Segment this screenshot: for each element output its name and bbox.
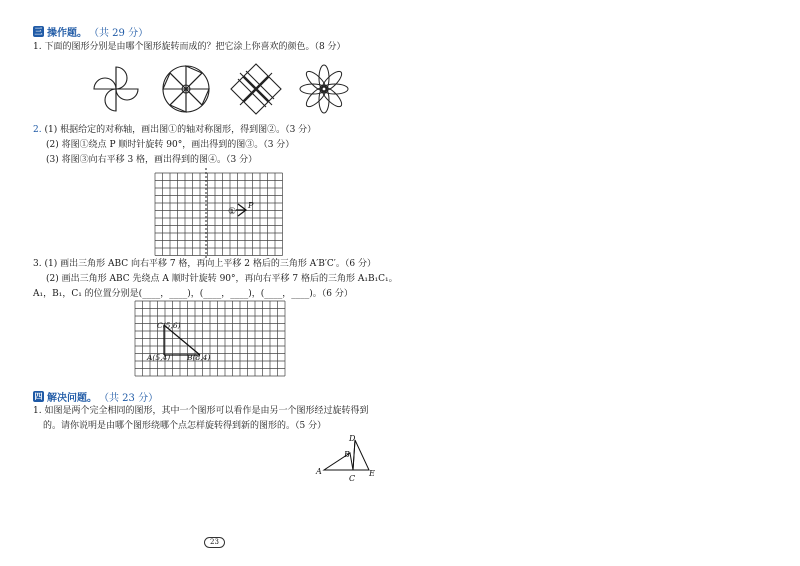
diamond-cross-figure [231, 64, 281, 114]
section-title: 解决问题。 [47, 393, 97, 404]
question-3-part-1: (1) 画出三角形 ABC 向右平移 7 格，再向上平移 2 格后的三角形 A′B′C′。（6 分） [44, 259, 376, 269]
section-score: （共 23 分） [99, 393, 159, 404]
section-badge: 三 [34, 26, 43, 36]
question-4 [33, 405, 368, 433]
point-b-label: B(8,4) [187, 353, 211, 362]
question-2-part-2: (2) 将图①绕点 P 顺时针旋转 90°，画出得到的图③。（3 分） [46, 140, 295, 150]
grid-lines [155, 173, 283, 256]
question-2-part-3: (3) 将图③向右平移 3 格，画出得到的图④。（3 分） [46, 155, 258, 165]
question-2-part-1: (1) 根据给定的对称轴，画出图①的轴对称图形，得到图②。（3 分） [44, 125, 317, 135]
point-e-label: E [369, 469, 375, 478]
point-c-label: C(5,6) [157, 321, 181, 330]
rotation-figures [80, 62, 380, 120]
point-p-label: P [248, 201, 254, 210]
grid-lines [135, 301, 285, 376]
section-heading-problem-solving [33, 389, 158, 404]
section-heading-operation [33, 24, 148, 39]
point-a-label: A(5,4) [147, 353, 171, 362]
question-4-line-2: 的。请你说明是由哪个图形绕哪个点怎样旋转得到新的图形的。（5 分） [43, 421, 327, 431]
question-number: 1. [33, 406, 42, 416]
question-1 [33, 41, 346, 54]
flower-figure [300, 65, 348, 113]
point-b-label: B [344, 450, 350, 459]
point-c-label: C [349, 474, 356, 483]
section-score: （共 29 分） [89, 28, 149, 39]
point-a-label: A [316, 467, 322, 476]
rotated-triangles-figure [312, 430, 382, 488]
point-d-label: D [349, 434, 356, 443]
question-3-grid [133, 300, 293, 382]
question-number: 1. [33, 42, 42, 52]
question-4-line-1: 如图是两个完全相同的图形，其中一个图形可以看作是由另一个图形经过旋转得到 [44, 406, 369, 416]
question-3 [33, 258, 398, 301]
triangle-cde [353, 440, 369, 470]
question-2-grid [154, 168, 286, 260]
pinwheel-figure [94, 67, 138, 111]
spoked-circle-figure [163, 66, 209, 112]
question-text: 下面的图形分别是由哪个图形旋转而成的？把它涂上你喜欢的颜色。（8 分） [44, 42, 346, 52]
section-badge: 四 [34, 391, 43, 401]
section-title: 操作题。 [47, 28, 87, 39]
question-number: 3. [33, 259, 42, 269]
page-number: 23 [204, 537, 225, 548]
figure-1-label: ① [228, 207, 237, 217]
question-3-part-2: (2) 画出三角形 ABC 先绕点 A 顺时针旋转 90°，再向右平移 7 格后的三角形 A₁B₁C₁。 [46, 274, 398, 284]
question-3-coordinate-blanks[interactable]: A₁，B₁，C₁ 的位置分别是(____，____)，(____，____)，(____，____)。（6 分） [33, 289, 353, 299]
question-number: 2. [33, 125, 42, 135]
question-2 [33, 124, 316, 167]
